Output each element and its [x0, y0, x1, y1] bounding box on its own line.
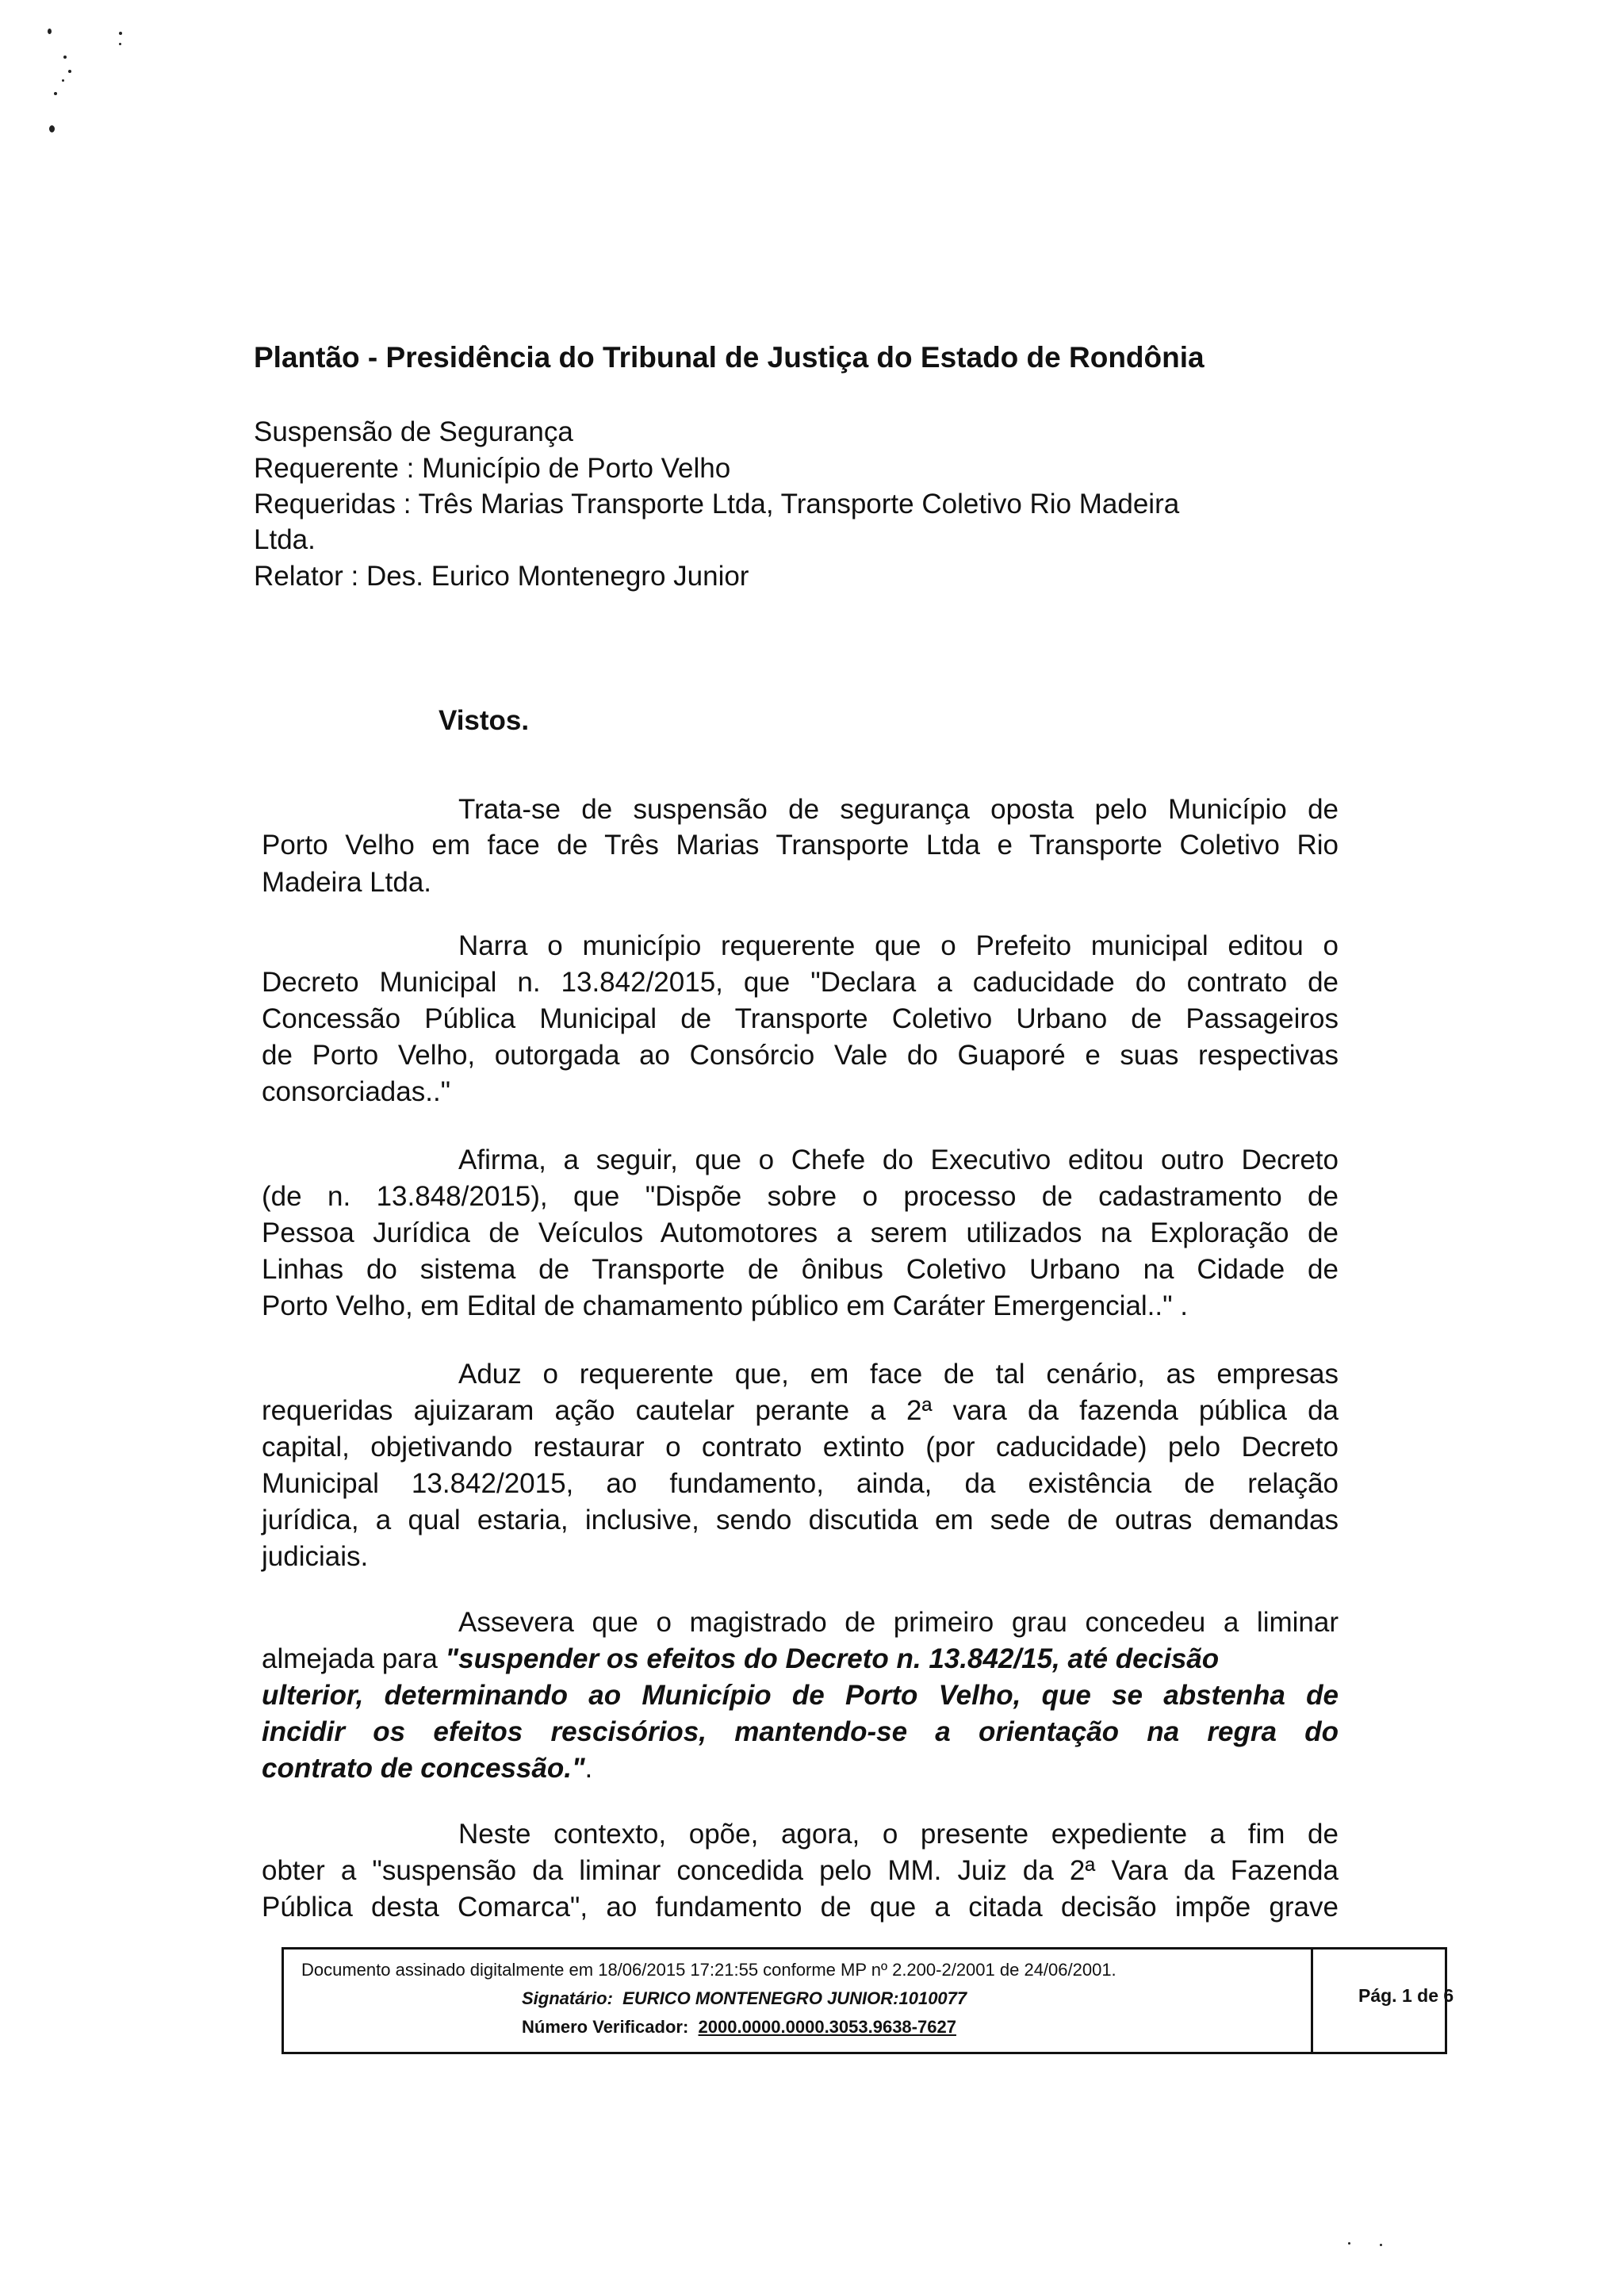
paragraph-5-plain: almejada para — [262, 1643, 446, 1674]
signatario-line — [522, 1988, 967, 2010]
paragraph-4-line: jurídica, a qual estaria, inclusive, sendo discutida em sede de outras demandas — [262, 1505, 1339, 1535]
paragraph-5-last-line — [262, 1752, 592, 1785]
footer-divider — [1311, 1950, 1313, 2052]
paragraph-5-quote-line: incidir os efeitos rescisórios, mantendo-se a orientação na regra do — [262, 1716, 1339, 1747]
paragraph-5-last-quote: contrato de concessão." — [262, 1753, 585, 1784]
paragraph-4-line: Aduz o requerente que, em face de tal cenário, as empresas — [458, 1359, 1339, 1390]
paragraph-5-quote: "suspender os efeitos do Decreto n. 13.842/15, até decisão — [445, 1643, 1220, 1674]
paragraph-2-line: Decreto Municipal n. 13.842/2015, que "Declara a caducidade do contrato de — [262, 967, 1339, 998]
page-number: Pág. 1 de 6 — [1358, 1985, 1454, 2006]
paragraph-4-line: requeridas ajuizaram ação cautelar perante a 2ª vara da fazenda pública da — [262, 1395, 1339, 1426]
paragraph-3-line: Porto Velho, em Edital de chamamento público em Caráter Emergencial.." . — [262, 1290, 1189, 1321]
paragraph-2-line: Concessão Pública Municipal de Transporte Coletivo Urbano de Passageiros — [262, 1003, 1339, 1034]
paragraph-1-line: Madeira Ltda. — [262, 867, 432, 898]
relator: Relator : Des. Eurico Montenegro Junior — [254, 561, 749, 592]
case-type: Suspensão de Segurança — [254, 416, 573, 447]
paragraph-2-line: de Porto Velho, outorgada ao Consórcio Vale do Guaporé e suas respectivas — [262, 1040, 1339, 1071]
signature-footer-box — [282, 1947, 1454, 2054]
paragraph-5-line-2 — [262, 1643, 1219, 1676]
signatario-label: Signatário: — [522, 1988, 613, 2008]
paragraph-2-line: Narra o município requerente que o Prefeito municipal editou o — [458, 930, 1339, 961]
paragraph-3-line: Afirma, a seguir, que o Chefe do Executivo editou outro Decreto — [458, 1144, 1339, 1175]
paragraph-4-line: capital, objetivando restaurar o contrato extinto (por caducidade) pelo Decreto — [262, 1432, 1339, 1463]
paragraph-3-line: (de n. 13.848/2015), que "Dispõe sobre o processo de cadastramento de — [262, 1181, 1339, 1212]
signatario-value: EURICO MONTENEGRO JUNIOR:1010077 — [622, 1988, 967, 2008]
paragraph-6-line: obter a "suspensão da liminar concedida pelo MM. Juiz da 2ª Vara da Fazenda — [262, 1855, 1339, 1886]
paragraph-5-last-plain: . — [584, 1753, 593, 1784]
requeridas-line-2: Ltda. — [254, 524, 316, 555]
paragraph-4-line: Municipal 13.842/2015, ao fundamento, ainda, da existência de relação — [262, 1468, 1339, 1499]
paragraph-4-line: judiciais. — [262, 1541, 369, 1572]
vistos-heading: Vistos. — [439, 705, 530, 736]
paragraph-3-line: Pessoa Jurídica de Veículos Automotores a serem utilizados na Exploração de — [262, 1217, 1339, 1248]
paragraph-5-quote-line: ulterior, determinando ao Município de Porto Velho, que se abstenha de — [262, 1680, 1339, 1711]
requeridas-line-1: Requeridas : Três Marias Transporte Ltda, Transporte Coletivo Rio Madeira — [254, 489, 1180, 519]
signature-date-line: Documento assinado digitalmente em 18/06/2015 17:21:55 conforme MP nº 2.200-2/2001 de 24/06/2001. — [301, 1960, 1116, 1980]
paragraph-1-line: Trata-se de suspensão de segurança oposta pelo Município de — [458, 794, 1339, 825]
requerente: Requerente : Município de Porto Velho — [254, 453, 731, 484]
paragraph-5-line: Assevera que o magistrado de primeiro grau concedeu a liminar — [458, 1607, 1339, 1638]
verificador-label: Número Verificador: — [522, 2017, 689, 2037]
verificador-value: 2000.0000.0000.3053.9638-7627 — [698, 2017, 956, 2037]
paragraph-3-line: Linhas do sistema de Transporte de ônibus Coletivo Urbano na Cidade de — [262, 1254, 1339, 1285]
paragraph-2-line: consorciadas.." — [262, 1076, 451, 1107]
paragraph-6-line: Pública desta Comarca", ao fundamento de que a citada decisão impõe grave — [262, 1892, 1339, 1923]
paragraph-6-line: Neste contexto, opõe, agora, o presente expediente a fim de — [458, 1819, 1339, 1850]
verificador-line — [522, 2016, 956, 2038]
court-title: Plantão - Presidência do Tribunal de Justiça do Estado de Rondônia — [254, 341, 1205, 374]
paragraph-1-line: Porto Velho em face de Três Marias Transporte Ltda e Transporte Coletivo Rio — [262, 830, 1339, 861]
